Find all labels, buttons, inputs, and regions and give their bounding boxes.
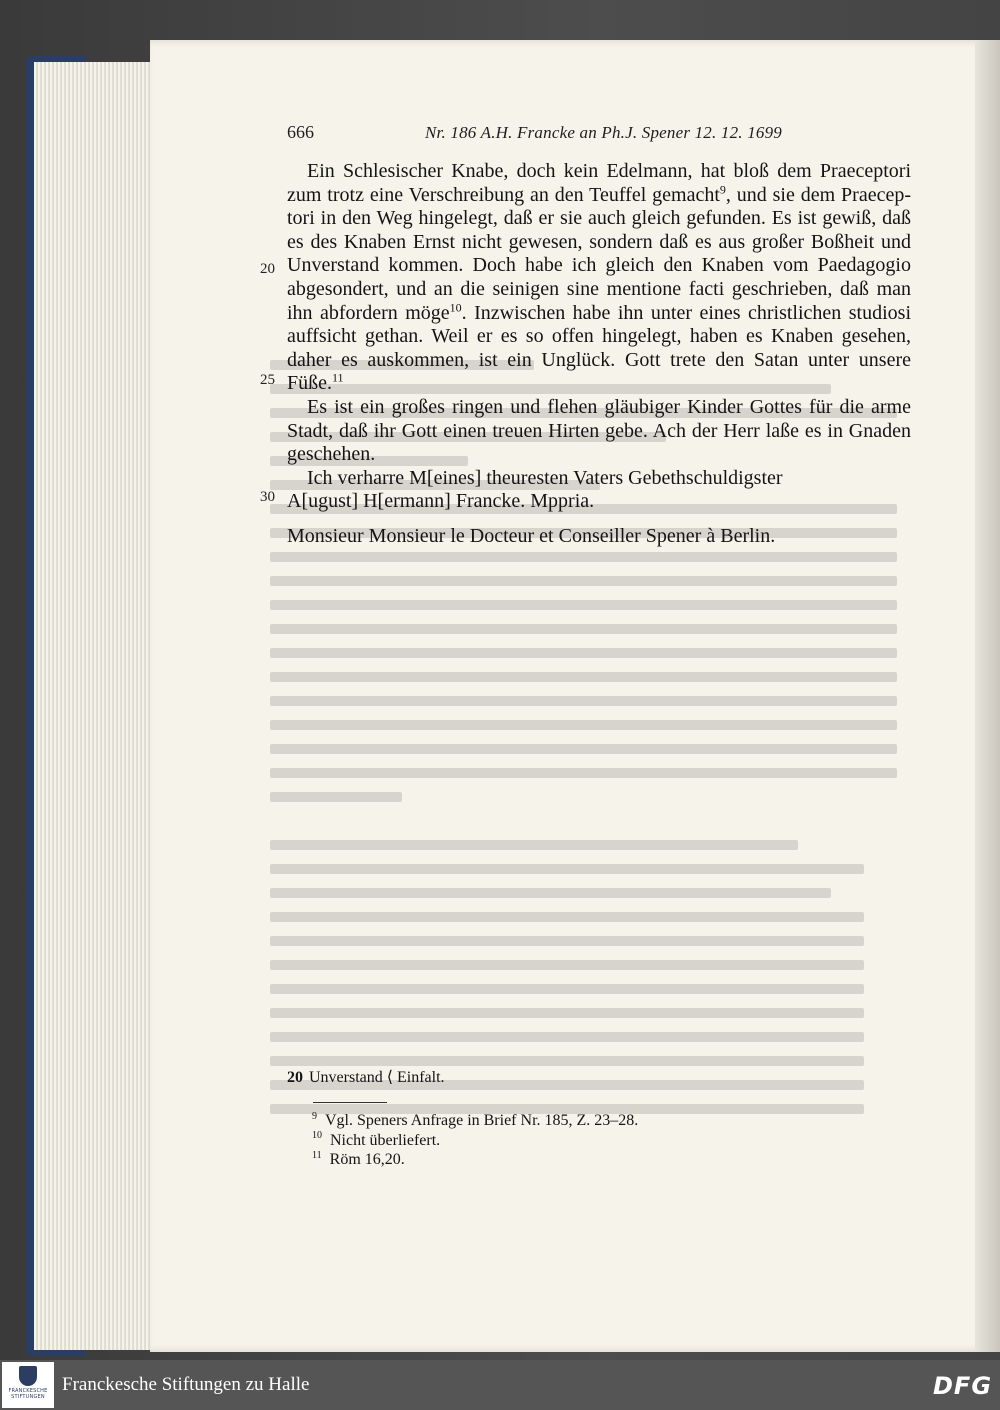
footnotes — [312, 1111, 638, 1170]
running-head — [287, 122, 807, 146]
footnote-number: 10 — [312, 1130, 322, 1142]
signature-line: A[ugust] H[ermann] Francke. Mppria. — [287, 490, 595, 513]
apparatus-line-number: 20 — [287, 1069, 303, 1086]
page-number: 666 — [287, 122, 314, 142]
text-line: Es ist ein großes ringen und flehen gläubiger Kinder Gottes für die arme — [307, 395, 911, 418]
footnote: $^9$ Vgl. Speners Anfrage in Brief Nr. 185, Z. 23–28. — [312, 1110, 639, 1129]
critical-apparatus — [287, 1067, 445, 1087]
address-line: Monsieur Monsieur le Docteur et Conseiller Spener à Berlin. — [287, 525, 776, 547]
institution-name[interactable]: Franckesche Stiftungen zu Halle — [62, 1374, 310, 1395]
emblem-icon — [19, 1366, 37, 1386]
line-number: 30 — [260, 489, 275, 505]
text-line: ihn abfordern möge$^{10}$. Inzwischen habe ihn unter eines christlichen studiosi — [287, 299, 911, 324]
footnote: $^{10}$ Nicht überliefert. — [312, 1130, 441, 1149]
footnote-mark: 10 — [449, 299, 462, 314]
letter-body — [287, 160, 911, 514]
running-title: Nr. 186 A.H. Francke an Ph.J. Spener 12. 12. 1699 — [425, 123, 782, 142]
footnote: $^{11}$ Röm 16,20. — [312, 1149, 405, 1168]
text-line: Stadt, daß ihr Gott einen treuen Hirten gebe. Ach der Herr laße es in Gnaden — [287, 419, 911, 442]
text-line: Füße.$^{11}$ — [287, 370, 344, 395]
text-line: auffsicht gethan. Weil er es so offen hingelegt, haben es Knaben gesehen, — [287, 325, 911, 348]
text-line: es des Knaben Ernst nicht gewesen, sondern daß es aus großer Boßheit und — [287, 230, 911, 253]
page-right-edge — [975, 40, 1000, 1352]
text-line: zum trotz eine Verschreibung an den Teuffel gemacht$^9$, und sie dem Praecep- — [287, 181, 912, 206]
closing-line: Ich verharre M[eines] theuresten Vaters Gebethschuldigster — [307, 466, 783, 489]
text-line: tori in den Weg hingelegt, daß er sie auch gleich gefunden. Es ist gewiß, daß — [287, 207, 911, 230]
footnote-mark: 9 — [719, 181, 726, 196]
text-line: Ein Schlesischer Knabe, doch kein Edelmann, hat bloß dem Praeceptori — [307, 160, 911, 182]
footnote-number: 11 — [312, 1149, 322, 1161]
text-line: geschehen. — [287, 443, 376, 466]
page-edges — [34, 62, 164, 1350]
dfg-logo[interactable]: DFG — [933, 1372, 993, 1400]
text-line: Unverstand kommen. Doch habe ich gleich den Knaben vom Paedagogio — [287, 254, 911, 277]
line-number: 25 — [260, 372, 275, 388]
apparatus-text: Unverstand ⟨ Einfalt. — [309, 1069, 445, 1086]
footnote-rule — [313, 1102, 387, 1103]
text-line: abgesondert, und an die seinigen sine mentione facti geschrieben, daß man — [287, 277, 911, 300]
footnote-number: 9 — [312, 1110, 317, 1122]
footnote-mark: 11 — [332, 370, 344, 385]
line-number: 20 — [260, 261, 275, 277]
text-line: daher es auskommen, ist ein Unglück. Gott trete den Satan unter unsere — [287, 348, 911, 371]
franckesche-stiftungen-logo[interactable]: FRANCKESCHE STIFTUNGEN — [2, 1362, 54, 1408]
